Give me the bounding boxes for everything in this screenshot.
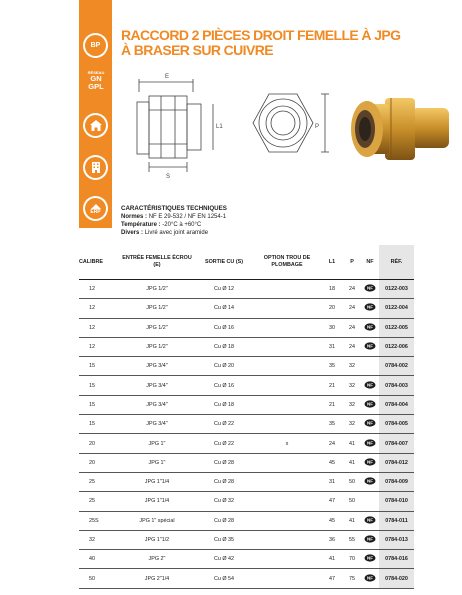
nf-mark-icon: [364, 284, 376, 292]
home-icon: [83, 113, 108, 138]
nf-mark-icon: [364, 458, 376, 466]
label-e: E: [165, 74, 170, 80]
cell-option: [253, 472, 321, 491]
cell-p: 24: [343, 280, 361, 299]
cell-ref: 0784-011: [379, 511, 414, 530]
table-row: [79, 434, 414, 453]
cell-calibre: 25S: [79, 511, 119, 530]
cell-sortie: Cu Ø 22: [195, 434, 253, 453]
cell-l1: 47: [321, 569, 343, 588]
table-row: [79, 472, 414, 491]
cell-l1: 47: [321, 492, 343, 511]
cell-entree: JPG 1"1/2: [119, 530, 195, 549]
cell-ref: 0784-007: [379, 434, 414, 453]
cell-option: [253, 318, 321, 337]
cell-nf: [361, 415, 379, 434]
cell-p: 70: [343, 550, 361, 569]
badge-gn-label: GN: [90, 74, 102, 83]
cell-option: x: [253, 434, 321, 453]
table-row: [79, 550, 414, 569]
nf-mark-icon: [364, 554, 376, 562]
cell-option: [253, 357, 321, 376]
label-p: P: [315, 124, 320, 130]
svg-text:NF: NF: [367, 420, 373, 426]
title-line-2: À BRASER SUR CUIVRE: [121, 42, 273, 58]
cell-option: [253, 550, 321, 569]
reference-table: [79, 245, 414, 589]
cell-nf: [361, 434, 379, 453]
cell-entree: JPG 3/4": [119, 415, 195, 434]
cell-calibre: 50: [79, 569, 119, 588]
svg-text:NF: NF: [367, 536, 373, 542]
table-row: [79, 337, 414, 356]
cell-entree: JPG 1/2": [119, 318, 195, 337]
col-l1: L1: [321, 245, 343, 280]
product-title: [121, 28, 441, 58]
cell-ref: 0784-010: [379, 492, 414, 511]
specs-heading: CARACTÉRISTIQUES TECHNIQUES: [121, 205, 227, 212]
svg-text:NF: NF: [367, 382, 373, 388]
table-row: [79, 530, 414, 549]
badge-gpl-label: GPL: [88, 82, 104, 91]
svg-text:NF: NF: [367, 478, 373, 484]
table-row: [79, 280, 414, 299]
cell-nf: [361, 511, 379, 530]
cell-nf: [361, 299, 379, 318]
cell-p: 41: [343, 453, 361, 472]
nf-mark-icon: [364, 342, 376, 350]
svg-text:NF: NF: [367, 575, 373, 581]
label-s: S: [166, 174, 171, 180]
cell-sortie: Cu Ø 18: [195, 337, 253, 356]
cell-l1: 30: [321, 318, 343, 337]
cell-option: [253, 280, 321, 299]
cell-sortie: Cu Ø 22: [195, 415, 253, 434]
product-photo: [335, 84, 453, 174]
nf-mark-icon: [364, 439, 376, 447]
cell-l1: 20: [321, 299, 343, 318]
cell-ref: 0122-003: [379, 280, 414, 299]
cell-p: 24: [343, 318, 361, 337]
table-row: [79, 415, 414, 434]
nf-mark-icon: [364, 574, 376, 582]
cell-nf: [361, 472, 379, 491]
cell-calibre: 12: [79, 299, 119, 318]
cell-option: [253, 299, 321, 318]
svg-text:NF: NF: [367, 305, 373, 311]
technical-drawing: [121, 70, 331, 200]
cell-sortie: Cu Ø 20: [195, 357, 253, 376]
cell-entree: JPG 3/4": [119, 376, 195, 395]
cell-entree: JPG 3/4": [119, 395, 195, 414]
nf-mark-icon: [364, 303, 376, 311]
cell-l1: 36: [321, 530, 343, 549]
cell-sortie: Cu Ø 16: [195, 318, 253, 337]
table-row: [79, 318, 414, 337]
cell-ref: 0784-013: [379, 530, 414, 549]
cell-ref: 0784-002: [379, 357, 414, 376]
cell-ref: 0784-005: [379, 415, 414, 434]
cell-p: 32: [343, 395, 361, 414]
cell-entree: JPG 1/2": [119, 299, 195, 318]
cell-entree: JPG 1" spécial: [119, 511, 195, 530]
cell-p: 75: [343, 569, 361, 588]
svg-text:NF: NF: [367, 324, 373, 330]
table-row: [79, 357, 414, 376]
label-l1: L1: [216, 124, 223, 130]
table-row: [79, 492, 414, 511]
cell-entree: JPG 3/4": [119, 357, 195, 376]
table-header-row: [79, 245, 414, 280]
table-row: [79, 511, 414, 530]
cell-calibre: 15: [79, 395, 119, 414]
cell-p: 55: [343, 530, 361, 549]
cell-option: [253, 395, 321, 414]
cell-p: 32: [343, 415, 361, 434]
cell-sortie: Cu Ø 16: [195, 376, 253, 395]
cell-l1: 21: [321, 395, 343, 414]
table-row: [79, 395, 414, 414]
svg-text:NF: NF: [367, 401, 373, 407]
col-sortie: SORTIE CU (S): [195, 245, 253, 280]
cell-ref: 0122-004: [379, 299, 414, 318]
nf-mark-icon: [364, 419, 376, 427]
cell-nf: [361, 550, 379, 569]
cell-calibre: 12: [79, 280, 119, 299]
svg-text:NF: NF: [367, 459, 373, 465]
cell-l1: 21: [321, 376, 343, 395]
cell-calibre: 25: [79, 472, 119, 491]
cell-option: [253, 511, 321, 530]
cell-sortie: Cu Ø 12: [195, 280, 253, 299]
badge-bp: [83, 33, 108, 58]
cell-option: [253, 569, 321, 588]
nf-mark-icon: [364, 400, 376, 408]
cell-sortie: Cu Ø 54: [195, 569, 253, 588]
cell-nf: [361, 395, 379, 414]
cell-entree: JPG 1": [119, 453, 195, 472]
cell-p: 32: [343, 376, 361, 395]
table-row: [79, 453, 414, 472]
cell-p: 24: [343, 337, 361, 356]
cell-option: [253, 337, 321, 356]
cell-nf: [361, 357, 379, 376]
nf-mark-icon: [364, 535, 376, 543]
technical-specs: [121, 205, 227, 237]
cell-entree: JPG 1"1/4: [119, 472, 195, 491]
cell-ref: 0784-020: [379, 569, 414, 588]
cell-ref: 0122-005: [379, 318, 414, 337]
cell-p: 24: [343, 299, 361, 318]
cell-p: 50: [343, 492, 361, 511]
cell-ref: 0784-016: [379, 550, 414, 569]
table-row: [79, 376, 414, 395]
col-ref: RÉF.: [379, 245, 414, 280]
erp-icon: [83, 196, 108, 221]
badge-reseau-label: RÉSEAU: [87, 70, 105, 75]
cell-entree: JPG 1"1/4: [119, 492, 195, 511]
cell-p: 50: [343, 472, 361, 491]
table-row: [79, 569, 414, 588]
cell-option: [253, 415, 321, 434]
cell-entree: JPG 1/2": [119, 337, 195, 356]
cell-ref: 0784-012: [379, 453, 414, 472]
cell-calibre: 25: [79, 492, 119, 511]
cell-sortie: Cu Ø 42: [195, 550, 253, 569]
cell-calibre: 15: [79, 357, 119, 376]
title-line-1: RACCORD 2 PIÈCES DROIT FEMELLE À JPG: [121, 27, 401, 43]
col-option: OPTION TROU DE PLOMBAGE: [253, 245, 321, 280]
specs-temperature: Température : -20°C à +60°C: [121, 222, 202, 228]
svg-text:NF: NF: [367, 343, 373, 349]
cell-sortie: Cu Ø 28: [195, 453, 253, 472]
cell-nf: [361, 318, 379, 337]
cell-calibre: 12: [79, 318, 119, 337]
cell-calibre: 12: [79, 337, 119, 356]
cell-nf: [361, 492, 379, 511]
col-calibre: CALIBRE: [79, 245, 119, 280]
nf-mark-icon: [364, 477, 376, 485]
cell-p: 41: [343, 511, 361, 530]
cell-l1: 35: [321, 357, 343, 376]
cell-calibre: 20: [79, 453, 119, 472]
nf-mark-icon: [364, 381, 376, 389]
cell-calibre: 15: [79, 376, 119, 395]
specs-normes: Normes : NF E 29-532 / NF EN 1254-1: [121, 214, 227, 220]
cell-calibre: 15: [79, 415, 119, 434]
cell-l1: 18: [321, 280, 343, 299]
cell-sortie: Cu Ø 35: [195, 530, 253, 549]
cell-l1: 45: [321, 511, 343, 530]
cell-ref: 0784-003: [379, 376, 414, 395]
specs-divers: Divers : Livré avec joint aramide: [121, 230, 209, 236]
cell-l1: 41: [321, 550, 343, 569]
cell-calibre: 40: [79, 550, 119, 569]
cell-nf: [361, 569, 379, 588]
cell-entree: JPG 1/2": [119, 280, 195, 299]
nf-mark-icon: [364, 516, 376, 524]
cell-sortie: Cu Ø 28: [195, 472, 253, 491]
cell-option: [253, 530, 321, 549]
cell-nf: [361, 530, 379, 549]
cell-sortie: Cu Ø 18: [195, 395, 253, 414]
badge-bp-label: BP: [85, 35, 106, 56]
cell-nf: [361, 376, 379, 395]
cell-nf: [361, 453, 379, 472]
nf-mark-icon: [364, 323, 376, 331]
cell-p: 32: [343, 357, 361, 376]
cell-sortie: Cu Ø 28: [195, 511, 253, 530]
cell-entree: JPG 2": [119, 550, 195, 569]
cell-option: [253, 453, 321, 472]
cell-l1: 31: [321, 472, 343, 491]
col-entree: ENTRÉE FEMELLE ÉCROU (E): [119, 245, 195, 280]
cell-sortie: Cu Ø 32: [195, 492, 253, 511]
cell-l1: 35: [321, 415, 343, 434]
svg-text:NF: NF: [367, 517, 373, 523]
cell-calibre: 32: [79, 530, 119, 549]
cell-p: 41: [343, 434, 361, 453]
cell-l1: 45: [321, 453, 343, 472]
cell-nf: [361, 337, 379, 356]
cell-sortie: Cu Ø 14: [195, 299, 253, 318]
cell-entree: JPG 1": [119, 434, 195, 453]
building-icon: [83, 155, 108, 180]
cell-nf: [361, 280, 379, 299]
svg-text:NF: NF: [367, 285, 373, 291]
cell-ref: 0122-006: [379, 337, 414, 356]
svg-text:NF: NF: [367, 440, 373, 446]
erp-label: ERP: [90, 208, 101, 215]
cell-option: [253, 376, 321, 395]
table-row: [79, 299, 414, 318]
cell-entree: JPG 2"1/4: [119, 569, 195, 588]
svg-text:NF: NF: [367, 555, 373, 561]
cell-option: [253, 492, 321, 511]
cell-l1: 24: [321, 434, 343, 453]
cell-calibre: 20: [79, 434, 119, 453]
col-p: P: [343, 245, 361, 280]
cell-ref: 0784-009: [379, 472, 414, 491]
col-nf: NF: [361, 245, 379, 280]
badge-reseau-gn-gpl: [83, 70, 109, 91]
cell-l1: 31: [321, 337, 343, 356]
cell-ref: 0784-004: [379, 395, 414, 414]
